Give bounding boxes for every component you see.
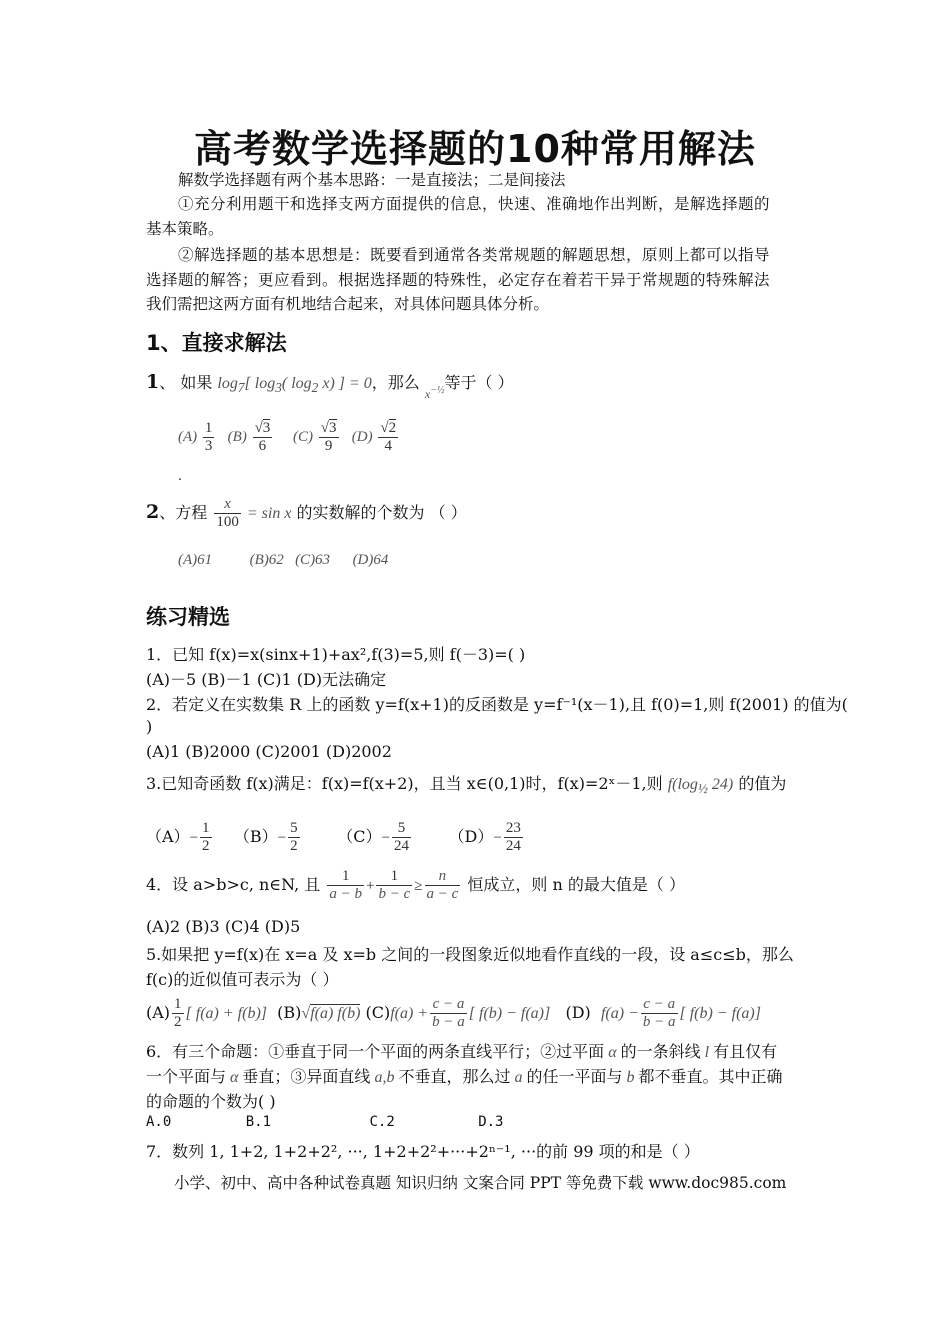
practice-2-options: (A)1 (B)2000 (C)2001 (D)2002	[146, 742, 392, 761]
practice-7-question: 7．数列 1, 1+2, 1+2+2², ···, 1+2+2²+···+2ⁿ⁻¹, ···的前 99 项的和是（ ）	[146, 1142, 700, 1161]
intro-line-6: 我们需把这两方面有机地结合起来，对具体问题具体分析。	[146, 295, 550, 313]
power-formula: x−½	[424, 385, 445, 401]
option-b: (B)	[227, 428, 247, 445]
fraction-x-100: $\frac{x}{100}$	[216, 496, 239, 530]
question-text: 都不垂直。其中正确	[638, 1067, 783, 1086]
practice-heading: 练习精选	[146, 605, 230, 629]
practice-5-question-2: f(c)的近似值可表示为（ ）	[146, 970, 339, 989]
option-c: (C)	[293, 428, 314, 445]
example-text: 等于（ ）	[444, 373, 514, 392]
option-d: (D)64	[352, 552, 389, 568]
question-text: 的一条斜线	[620, 1042, 701, 1061]
practice-4-question: 4．设 a>b>c, n∈N, 且 $\frac{1}{a - b}$ + $\frac{1}{b - c}$ ≥ $\frac{n}{a - c}$ 恒成立，则 n 的最大值是（ ）	[146, 868, 685, 902]
intro-line-2: ①充分利用题干和选择支两方面提供的信息，快速、准确地作出判断，是解选择题的	[178, 195, 771, 213]
option-a: （A）	[146, 827, 190, 846]
intro-line-4: ②解选择题的基本思想是：既要看到通常各类常规题的解题思想，原则上都可以指导	[178, 246, 771, 264]
option-b: (B)	[277, 1003, 302, 1022]
question-text: 不垂直，那么过	[398, 1067, 511, 1086]
section-heading: 1、直接求解法	[146, 331, 287, 355]
option-a: (A)61	[178, 552, 213, 568]
option-b: （B）	[233, 827, 278, 846]
footer: 小学、初中、高中各种试卷真题 知识归纳 文案合同 PPT 等免费下载 www.doc985.com	[174, 1174, 787, 1192]
question-text: 6．有三个命题：①垂直于同一个平面的两条直线平行；②过平面	[146, 1042, 605, 1061]
option-d: (D)	[565, 1003, 591, 1022]
option-a: (A)	[146, 1003, 171, 1022]
practice-6-options	[146, 1114, 504, 1130]
option-b: (B)62	[249, 552, 284, 568]
question-text: 有且仅有	[713, 1042, 778, 1061]
option-c: （C）	[337, 827, 382, 846]
practice-1-options: (A)－5 (B)－1 (C)1 (D)无法确定	[146, 670, 387, 689]
intro-line-1: 解数学选择题有两个基本思路：一是直接法；二是间接法	[178, 171, 566, 189]
example-2: 2、方程 $\frac{x}{100}$ = sin x 的实数解的个数为 （ ）	[146, 496, 467, 530]
example-text: 、方程	[159, 503, 208, 522]
example-text: 、 如果	[159, 373, 213, 392]
example-1	[146, 370, 514, 401]
practice-2-question-end: )	[146, 717, 153, 736]
example-1-options: (A) $\frac{1}{3}$ (B) $\frac{√3}{6}$ (C) $\frac{√3}{9}$ (D) $\frac{√2}{4}$	[178, 420, 397, 454]
practice-3-options: （A）− $\frac{1}{2}$ （B）− $\frac{5}{2}$ （C）− $\frac{5}{24}$ （D）− $\frac{23}{24}$	[146, 820, 521, 854]
example-number: 1	[146, 371, 160, 393]
question-text: 一个平面与	[146, 1067, 227, 1086]
practice-5-question: 5.如果把 y=f(x)在 x=a 及 x=b 之间的一段图象近似地看作直线的一段，设 a≤c≤b，那么	[146, 945, 794, 964]
practice-4-options: (A)2 (B)3 (C)4 (D)5	[146, 917, 301, 936]
log-formula: $\log_7$[ $\log_3$( $\log_2 x$) ] = 0	[217, 375, 372, 396]
option-a: A.0	[146, 1114, 172, 1130]
example-text: ，那么	[371, 373, 420, 392]
question-text: 的值为	[738, 774, 787, 793]
example-number: 2	[146, 501, 160, 523]
option-c: (C)	[365, 1003, 391, 1022]
question-text: 3.已知奇函数 f(x)满足：f(x)=f(x+2)，且当 x∈(0,1)时，f(x)=2ˣ－1,则	[146, 774, 663, 793]
option-c: (C)63	[295, 552, 331, 568]
example-2-options	[178, 552, 388, 569]
practice-2-question: 2．若定义在实数集 R 上的函数 y=f(x+1)的反函数是 y=f⁻¹(x－1),且 f(0)=1,则 f(2001) 的值为(	[146, 695, 848, 714]
practice-5-options: (A) $\frac{1}{2}$ [ f(a) + f(b)] (B)√f(a) f(b) (C)f(a) + $\frac{c - a}{b - a}$ [ f(b) − f(a)] (D) f(a) − $\frac{c - a}{b - a}$ [ f(b) − f(a)]	[146, 996, 761, 1030]
option-c: C.2	[369, 1114, 395, 1130]
question-text: 垂直；③异面直线	[242, 1067, 371, 1086]
practice-1-question: 1．已知 f(x)=x(sinx+1)+ax²,f(3)=5,则 f(－3)=( )	[146, 645, 526, 664]
intro-line-3: 基本策略。	[146, 220, 224, 238]
question-text: 4．设 a>b>c, n∈N, 且	[146, 875, 321, 894]
practice-6-line-3: 的命题的个数为( )	[146, 1092, 276, 1111]
intro-line-5: 选择题的解答；更应看到。根据选择题的特殊性，必定存在着若干异于常规题的特殊解法	[146, 271, 771, 289]
option-b: B.1	[245, 1114, 272, 1130]
question-text: 的任一平面与	[526, 1067, 623, 1086]
practice-3-question	[146, 771, 786, 797]
practice-6-line-2: 一个平面与 α 垂直；③异面直线 a,b 不垂直，那么过 a 的任一平面与 b 都不垂直。其中正确	[146, 1067, 783, 1086]
example-text: 的实数解的个数为 （ ）	[296, 503, 467, 522]
option-d: D.3	[478, 1114, 504, 1130]
option-d: （D）	[448, 827, 494, 846]
dot: .	[178, 468, 182, 484]
option-a: (A)	[178, 428, 198, 445]
question-text: 恒成立，则 n 的最大值是（ ）	[467, 875, 685, 894]
log-formula: $f(\log_{\frac{1}{2}}$ 24)	[667, 776, 734, 797]
practice-6-line-1: 6．有三个命题：①垂直于同一个平面的两条直线平行；②过平面 α 的一条斜线 l 有且仅有	[146, 1042, 778, 1061]
option-d: (D)	[351, 428, 373, 445]
page-title: 高考数学选择题的10种常用解法	[194, 127, 756, 171]
